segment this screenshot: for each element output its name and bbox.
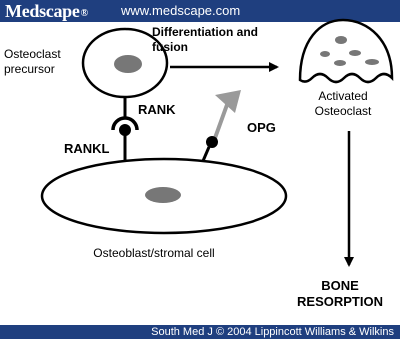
activated-osteoclast [300,20,392,82]
osteoclast-nucleus [365,59,379,65]
differentiation-label-1: Differentiation and [152,25,259,39]
opg-label: OPG [247,120,276,135]
registered-mark: ® [80,8,88,19]
activated-osteoclast-label-1: Activated [318,89,368,103]
brand-name: Medscape [5,1,80,21]
osteoclast-precursor-label-1: Osteoclast [4,47,61,61]
osteoclast-nucleus [349,50,361,56]
footer-banner [0,325,400,339]
precursor-nucleus [114,55,142,73]
osteoclast-nucleus [320,51,330,57]
opg-stalk [215,102,228,138]
opg-rankl-complex [200,90,241,168]
osteoblast-nucleus [145,187,181,203]
bone-resorption-label-1: BONE [321,278,359,293]
osteoclast-nucleus [334,60,346,66]
osteoblast-label: Osteoblast/stromal cell [93,246,215,260]
rankl-ligand [119,124,131,136]
bone-resorption-label-2: RESORPTION [297,294,383,309]
rank-label: RANK [138,102,176,117]
rankl-ligand-opg [206,136,218,148]
site-url: www.medscape.com [121,3,241,18]
activated-osteoclast-label-2: Osteoclast [314,104,372,118]
rankl-label: RANKL [64,141,110,156]
citation: South Med J © 2004 Lippincott Williams & Wilkins [151,326,394,338]
osteoclast-precursor-label-2: precursor [4,62,55,76]
osteoclast-membrane [300,20,392,82]
opg-decoy-receptor [215,90,241,113]
differentiation-label-2: fusion [152,40,188,54]
osteoclast-nucleus [335,36,347,44]
rank-rankl-complex [113,97,137,160]
osteoblast-cell [42,159,286,233]
